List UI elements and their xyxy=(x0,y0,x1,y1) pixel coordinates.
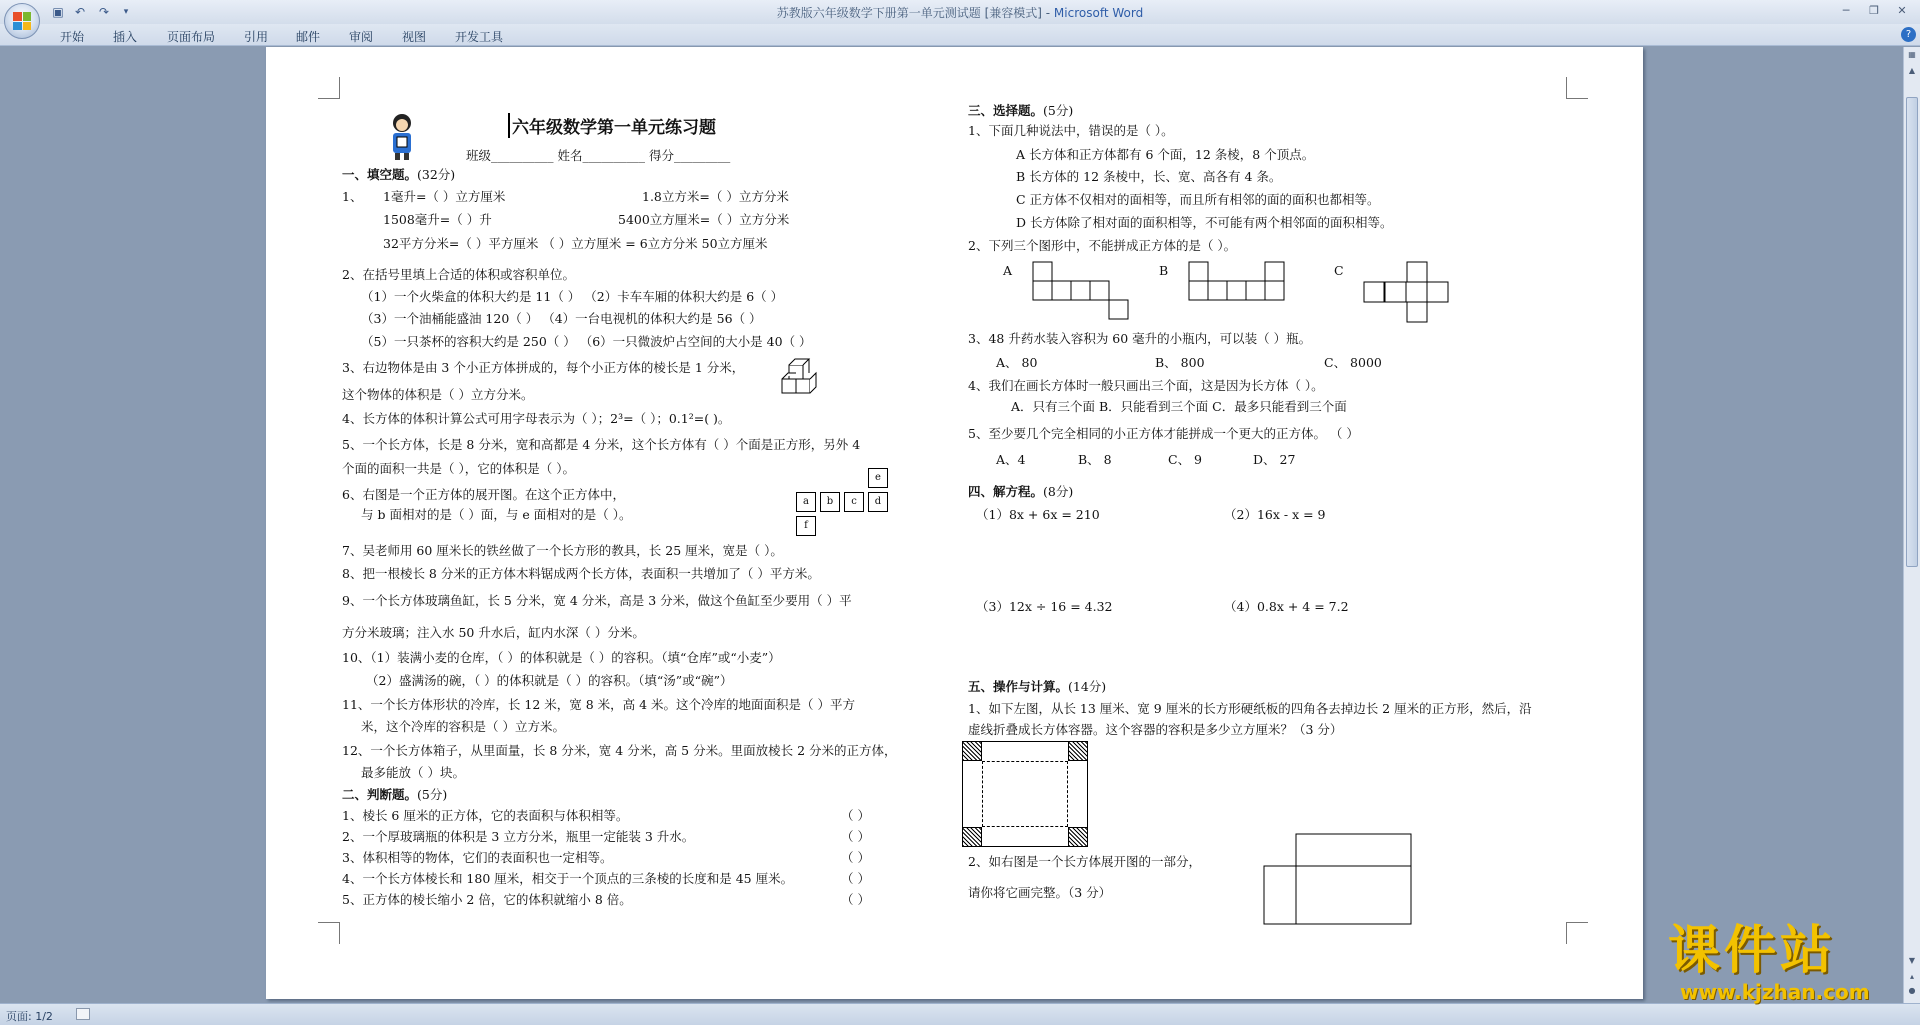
q12-a: 12、一个长方体箱子，从里面量，长 8 分米，宽 4 分米，高 5 分米。里面放棱长 2 分米的正方体， xyxy=(342,743,897,758)
header-line: 班级__________ 姓名__________ 得分_________ xyxy=(466,148,731,163)
crop-mark xyxy=(1566,922,1588,944)
section-1-heading: 一、填空题。(32分) xyxy=(342,167,456,182)
c5-question: 5、至少要几个完全相同的小正方体才能拼成一个更大的正方体。 （ ） xyxy=(968,426,1359,441)
net-cell-e: e xyxy=(868,468,888,488)
site-watermark xyxy=(1668,921,1908,1004)
undo-icon[interactable]: ↶ xyxy=(74,4,86,19)
select-browse-icon[interactable]: ● xyxy=(1908,986,1916,995)
q5-b: 个面的面积一共是（ ），它的体积是（ ）。 xyxy=(342,461,575,476)
net-cell-c: c xyxy=(844,492,864,512)
tab-references[interactable]: 引用 xyxy=(244,30,269,44)
net-figure-a xyxy=(1032,261,1132,323)
net-cell-d: d xyxy=(868,492,888,512)
crop-mark xyxy=(318,922,340,944)
net-cell-a: a xyxy=(796,492,816,512)
c1-option-b: B 长方体的 12 条棱中，长、宽、高各有 4 条。 xyxy=(1016,169,1282,184)
judge-3: 3、体积相等的物体，它们的表面积也一定相等。 xyxy=(342,850,613,865)
q1-a: 1毫升=（ ）立方厘米 xyxy=(383,189,506,204)
q4: 4、长方体的体积计算公式可用字母表示为（ ）；2³=（ ）；0.1²=( )。 xyxy=(342,411,731,426)
crop-mark xyxy=(318,77,340,99)
judge-1: 1、棱长 6 厘米的正方体，它的表面积与体积相等。 xyxy=(342,808,629,823)
ribbon-tabs xyxy=(0,24,1920,46)
tab-insert[interactable]: 插入 xyxy=(113,30,138,44)
q6-b: 与 b 面相对的是（ ）面，与 e 面相对的是（ ）。 xyxy=(361,507,632,522)
c1-question: 1、下面几种说法中，错误的是（ ）。 xyxy=(968,123,1174,138)
judge-paren: （ ） xyxy=(841,829,870,844)
maximize-button[interactable]: ❐ xyxy=(1869,4,1879,17)
c2-question: 2、下列三个图形中，不能拼成正方体的是（ ）。 xyxy=(968,238,1237,253)
q9-a: 9、一个长方体玻璃鱼缸，长 5 分米，宽 4 分米，高是 3 分米，做这个鱼缸至少要用（ ）平 xyxy=(342,593,852,608)
save-icon[interactable]: ▣ xyxy=(52,4,64,19)
q2-heading: 2、在括号里填上合适的体积或容积单位。 xyxy=(342,267,575,282)
corner-square xyxy=(1068,827,1088,847)
judge-4: 4、一个长方体棱长和 180 厘米，相交于一个顶点的三条棱的长度和是 45 厘米。 xyxy=(342,871,794,886)
judge-5: 5、正方体的棱长缩小 2 倍，它的体积就缩小 8 倍。 xyxy=(342,892,632,907)
document-area[interactable] xyxy=(0,47,1903,1003)
q2-c: （5）一只茶杯的容积大约是 250（ ） （6）一只微波炉占空间的大小是 40（ ） xyxy=(361,334,812,349)
prev-page-icon[interactable]: ▴ xyxy=(1909,972,1914,981)
tab-mailings[interactable]: 邮件 xyxy=(296,30,321,44)
title-bar xyxy=(0,0,1920,24)
fold-line xyxy=(982,761,1068,827)
q1-b: 1.8立方米=（ ）立方分米 xyxy=(642,189,789,204)
q10-b: （2）盛满汤的碗，（ ）的体积就是（ ）的容积。（填“汤”或“碗”） xyxy=(366,673,733,688)
scroll-down-icon[interactable]: ▼ xyxy=(1908,956,1916,965)
c5-option-d: D、 27 xyxy=(1253,452,1296,467)
c2-label-a: A xyxy=(1003,263,1013,278)
teacher-clipart xyxy=(384,111,420,161)
tab-review[interactable]: 审阅 xyxy=(349,30,374,44)
crop-mark xyxy=(1566,77,1588,99)
section-3-heading: 三、选择题。(5分) xyxy=(968,103,1074,118)
watermark-url: www.kjzhan.com xyxy=(1680,980,1870,1004)
tab-developer[interactable]: 开发工具 xyxy=(455,30,504,44)
partial-net-figure xyxy=(1263,833,1417,927)
watermark-brand: 课件站 xyxy=(1668,921,1837,981)
q7: 7、吴老师用 60 厘米长的铁丝做了一个长方形的教具，长 25 厘米，宽是（ ）。 xyxy=(342,543,783,558)
c5-option-a: A、4 xyxy=(996,452,1026,467)
office-button[interactable] xyxy=(4,3,40,39)
minimize-button[interactable]: ─ xyxy=(1842,4,1850,17)
cardboard-figure xyxy=(962,741,1088,847)
op2-a: 2、如右图是一个长方体展开图的一部分， xyxy=(968,854,1201,869)
tab-view[interactable]: 视图 xyxy=(402,30,427,44)
q3-b: 这个物体的体积是（ ）立方分米。 xyxy=(342,387,534,402)
q9-b: 方分米玻璃；注入水 50 升水后，缸内水深（ ）分米。 xyxy=(342,625,645,640)
c4-question: 4、我们在画长方体时一般只画出三个面，这是因为长方体（ ）。 xyxy=(968,378,1324,393)
op1-b: 虚线折叠成长方体容器。这个容器的容积是多少立方厘米？（3 分） xyxy=(968,722,1343,737)
judge-paren: （ ） xyxy=(841,850,870,865)
c1-option-c: C 正方体不仅相对的面相等，而且所有相邻的面的面积也都相等。 xyxy=(1016,192,1380,207)
q6-a: 6、右图是一个正方体的展开图。在这个正方体中， xyxy=(342,487,625,502)
q8: 8、把一根棱长 8 分米的正方体木料锯成两个长方体，表面积一共增加了（ ）平方米。 xyxy=(342,566,820,581)
equation-3: （3）12x ÷ 16 = 4.32 xyxy=(976,599,1113,614)
ruler-toggle-icon[interactable]: ▦ xyxy=(1908,50,1916,59)
page-indicator[interactable]: 页面: 1/2 xyxy=(6,1010,53,1023)
op1-a: 1、如下左图，从长 13 厘米、宽 9 厘米的长方形硬纸板的四角各去掉边长 2 厘米的正方形，然后，沿 xyxy=(968,701,1532,716)
q11-b: 米，这个冷库的容积是（ ）立方米。 xyxy=(361,719,565,734)
section-5-heading: 五、操作与计算。(14分) xyxy=(968,679,1107,694)
q2-a: （1）一个火柴盒的体积大约是 11（ ） （2）卡车车厢的体积大约是 6（ ） xyxy=(361,289,784,304)
section-4-heading: 四、解方程。(8分) xyxy=(968,484,1074,499)
c5-option-b: B、 8 xyxy=(1078,452,1112,467)
q3-a: 3、右边物体是由 3 个小正方体拼成的，每个小正方体的棱长是 1 分米， xyxy=(342,360,745,375)
window-title: 苏教版六年级数学下册第一单元测试题 [兼容模式] - Microsoft Word xyxy=(776,6,1144,20)
net-figure-c xyxy=(1363,261,1463,323)
q12-b: 最多能放（ ）块。 xyxy=(361,765,465,780)
redo-icon[interactable]: ↷ xyxy=(98,4,110,19)
corner-square xyxy=(962,741,982,761)
judge-2: 2、一个厚玻璃瓶的体积是 3 立方分米，瓶里一定能装 3 升水。 xyxy=(342,829,695,844)
tab-home[interactable]: 开始 xyxy=(60,30,85,44)
q1-c: 1508毫升=（ ）升 xyxy=(383,212,492,227)
customize-qat-icon[interactable]: ▾ xyxy=(123,6,129,17)
proofing-icon[interactable] xyxy=(76,1008,90,1020)
c2-label-b: B xyxy=(1159,263,1169,278)
c3-question: 3、48 升药水装入容积为 60 毫升的小瓶内，可以装（ ）瓶。 xyxy=(968,331,1312,346)
vertical-scrollbar[interactable] xyxy=(1903,47,1920,1003)
q2-b: （3）一个油桶能盛油 120（ ） （4）一台电视机的体积大约是 56（ ） xyxy=(361,311,762,326)
c1-option-d: D 长方体除了相对面的面积相等，不可能有两个相邻面的面积相等。 xyxy=(1016,215,1393,230)
c3-option-c: C、 8000 xyxy=(1324,355,1382,370)
judge-paren: （ ） xyxy=(841,808,870,823)
equation-1: （1）8x + 6x = 210 xyxy=(976,507,1100,522)
c3-option-b: B、 800 xyxy=(1155,355,1205,370)
q1-e: 32平方分米=（ ）平方厘米 （ ）立方厘米 = 6立方分米 50立方厘米 xyxy=(383,236,768,251)
tab-page-layout[interactable]: 页面布局 xyxy=(167,30,216,44)
corner-square xyxy=(1068,741,1088,761)
op2-b: 请你将它画完整。（3 分） xyxy=(968,885,1112,900)
c3-option-a: A、 80 xyxy=(996,355,1038,370)
judge-paren: （ ） xyxy=(841,892,870,907)
q1-d: 5400立方厘米=（ ）立方分米 xyxy=(618,212,790,227)
judge-paren: （ ） xyxy=(841,871,870,886)
help-icon[interactable]: ? xyxy=(1901,27,1916,42)
net-cell-b: b xyxy=(820,492,840,512)
equation-4: （4）0.8x + 4 = 7.2 xyxy=(1224,599,1349,614)
net-figure-b xyxy=(1188,261,1288,305)
c5-option-c: C、 9 xyxy=(1168,452,1202,467)
c4-options: A．只有三个面 B．只能看到三个面 C．最多只能看到三个面 xyxy=(1011,399,1347,414)
section-2-heading: 二、判断题。(5分) xyxy=(342,787,448,802)
document-page[interactable] xyxy=(266,47,1643,999)
q1-number: 1、 xyxy=(342,189,363,204)
c2-label-c: C xyxy=(1334,263,1344,278)
q3-cube-figure xyxy=(778,357,818,401)
corner-square xyxy=(962,827,982,847)
q11-a: 11、一个长方体形状的冷库，长 12 米，宽 8 米，高 4 米。这个冷库的地面面积是（ ）平方 xyxy=(342,697,856,712)
status-bar xyxy=(0,1003,1920,1025)
equation-2: （2）16x - x = 9 xyxy=(1224,507,1326,522)
c1-option-a: A 长方体和正方体都有 6 个面，12 条棱，8 个顶点。 xyxy=(1016,147,1315,162)
close-button[interactable]: ✕ xyxy=(1897,4,1907,17)
doc-title: 六年级数学第一单元练习题 xyxy=(508,113,716,138)
scroll-thumb[interactable] xyxy=(1906,97,1918,567)
q5-a: 5、一个长方体，长是 8 分米，宽和高都是 4 分米，这个长方体有（ ）个面是正方形，另外 4 xyxy=(342,437,861,452)
net-cell-f: f xyxy=(796,516,816,536)
office-logo-icon xyxy=(13,12,31,30)
q10-a: 10、（1）装满小麦的仓库，（ ）的体积就是（ ）的容积。（填“仓库”或“小麦”） xyxy=(342,650,781,665)
scroll-up-icon[interactable]: ▲ xyxy=(1908,66,1916,75)
